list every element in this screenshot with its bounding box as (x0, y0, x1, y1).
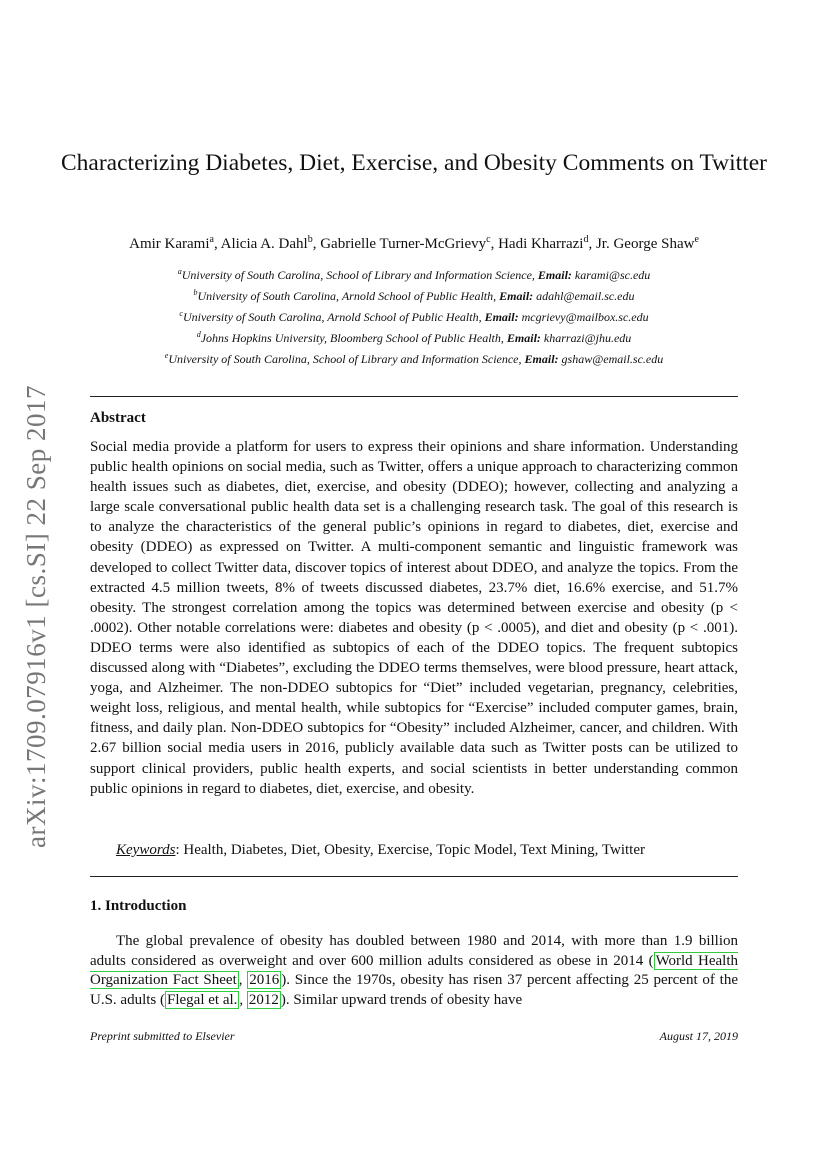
affiliation-text: University of South Carolina, School of Library and Information Science, (181, 268, 538, 282)
footer-date: August 17, 2019 (659, 1029, 738, 1043)
introduction-paragraph (90, 932, 738, 1011)
email-label: Email: (537, 268, 572, 282)
affiliation (60, 263, 768, 284)
keywords-list: : Health, Diabetes, Diet, Obesity, Exercise, Topic Model, Text Mining, Twitter (175, 842, 645, 858)
affiliation-mark: d (196, 330, 201, 339)
email-label: Email: (484, 310, 519, 324)
author-name: Amir Karami (129, 236, 210, 252)
citation-link[interactable]: 2016 (249, 972, 280, 989)
citation-link[interactable]: Flegal et al. (167, 992, 238, 1009)
paper-title: Characterizing Diabetes, Diet, Exercise, and Obesity Comments on Twitter (61, 150, 767, 176)
keywords-line (116, 842, 645, 859)
section-heading: 1. Introduction (90, 898, 187, 914)
intro-text: The global prevalence of obesity has doubled between 1980 and 2014, with more than 1.9 billion adults considered as overweight and over 600 million adults considered as obese in 2014 ( (90, 933, 738, 969)
affiliation-mark: b (193, 288, 198, 297)
author-name: Gabrielle Turner-McGrievy (320, 236, 487, 252)
affiliation-text: University of South Carolina, School of Library and Information Science, (168, 352, 525, 366)
author-mark: b (307, 234, 313, 245)
author-mark: d (583, 234, 589, 245)
abstract-heading: Abstract (90, 410, 146, 426)
affiliation (60, 284, 768, 305)
affiliation (60, 326, 768, 347)
email-address: karami@sc.edu (571, 268, 651, 282)
email-label: Email: (524, 352, 559, 366)
intro-text: , (239, 992, 247, 1009)
citation-link[interactable]: World Health Organization Fact Sheet (90, 952, 738, 989)
author-mark: a (209, 234, 214, 245)
email-label: Email: (506, 331, 541, 345)
footer-preprint-note: Preprint submitted to Elsevier (90, 1029, 235, 1043)
citation-link[interactable]: 2012 (248, 992, 279, 1009)
email-address: gshaw@email.sc.edu (558, 352, 664, 366)
affiliation (60, 305, 768, 326)
affiliation-mark: c (179, 309, 183, 318)
bottom-divider (90, 876, 738, 877)
affiliation-text: University of South Carolina, Arnold School of Public Health, (197, 289, 500, 303)
arxiv-identifier: arXiv:1709.07916v1 [cs.SI] 22 Sep 2017 (21, 385, 51, 848)
affiliation-mark: a (177, 267, 182, 276)
top-divider (90, 396, 738, 397)
intro-text: , (238, 972, 248, 989)
affiliation-text: Johns Hopkins University, Bloomberg School of Public Health, (200, 331, 507, 345)
affiliation-list (60, 263, 768, 368)
keywords-label: Keywords (116, 842, 176, 858)
affiliation-text: University of South Carolina, Arnold School of Public Health, (182, 310, 485, 324)
author-mark: e (694, 234, 699, 245)
author-list: Amir Karami$^a$, Alicia A. Dahl$^b$, Gabrielle Turner-McGrievy$^c$, Hadi Kharrazi$^d$, Jr. George Shaw$^e$ (129, 234, 699, 252)
author-mark: c (486, 234, 491, 245)
author-name: Alicia A. Dahl (220, 236, 308, 252)
email-address: mcgrievy@mailbox.sc.edu (518, 310, 649, 324)
author-name: Hadi Kharrazi (498, 236, 584, 252)
email-address: adahl@email.sc.edu (533, 289, 635, 303)
intro-text: ). Since the 1970s, obesity has risen 37 percent affecting 25 percent of the U.S. adults ( (90, 972, 738, 1009)
affiliation-mark: e (164, 351, 169, 360)
email-address: kharrazi@jhu.edu (540, 331, 632, 345)
author-name: Jr. George Shaw (595, 236, 695, 252)
affiliation (60, 347, 768, 368)
abstract-body: Social media provide a platform for users to express their opinions and share information. Understanding public health opinions on social media, such as Twitter, offers a unique approach to characterizing common health issues such as diabetes, diet, exercise, and obesity (DDEO); however, collecting and analyzing a large scale conversational public health data set is a challenging research task. The goal of this research is to analyze the characteristics of the general public’s opinions in regard to diabetes, diet, exercise and obesity (DDEO) as expressed on Twitter. A multi-component semantic and linguistic framework was developed to collect Twitter data, discover topics of interest about DDEO, and analyze the topics. From the extracted 4.5 million tweets, 8% of tweets discussed diabetes, 23.7% diet, 16.6% exercise, and 51.7% obesity. The strongest correlation among the topics was determined between exercise and obesity (p < .0002). Other notable correlations were: diabetes and obesity (p < .0005), and diet and obesity (p < .001). DDEO terms were also identified as subtopics of each of the DDEO topics. The frequent subtopics discussed along with “Diabetes”, excluding the DDEO terms themselves, were blood pressure, heart attack, yoga, and Alzheimer. The non-DDEO subtopics for “Diet” included vegetarian, pregnancy, celebrities, weight loss, religious, and mental health, while subtopics for “Exercise” included computer games, brain, fitness, and daily plan. Non-DDEO subtopics for “Obesity” included Alzheimer, cancer, and children. With 2.67 billion social media users in 2016, publicly available data such as Twitter posts can be utilized to support clinical providers, public health experts, and social scientists in better understanding common public opinions in regard to diabetes, diet, exercise, and obesity. (90, 439, 738, 797)
intro-text: ). Similar upward trends of obesity have (280, 992, 523, 1009)
email-label: Email: (499, 289, 534, 303)
